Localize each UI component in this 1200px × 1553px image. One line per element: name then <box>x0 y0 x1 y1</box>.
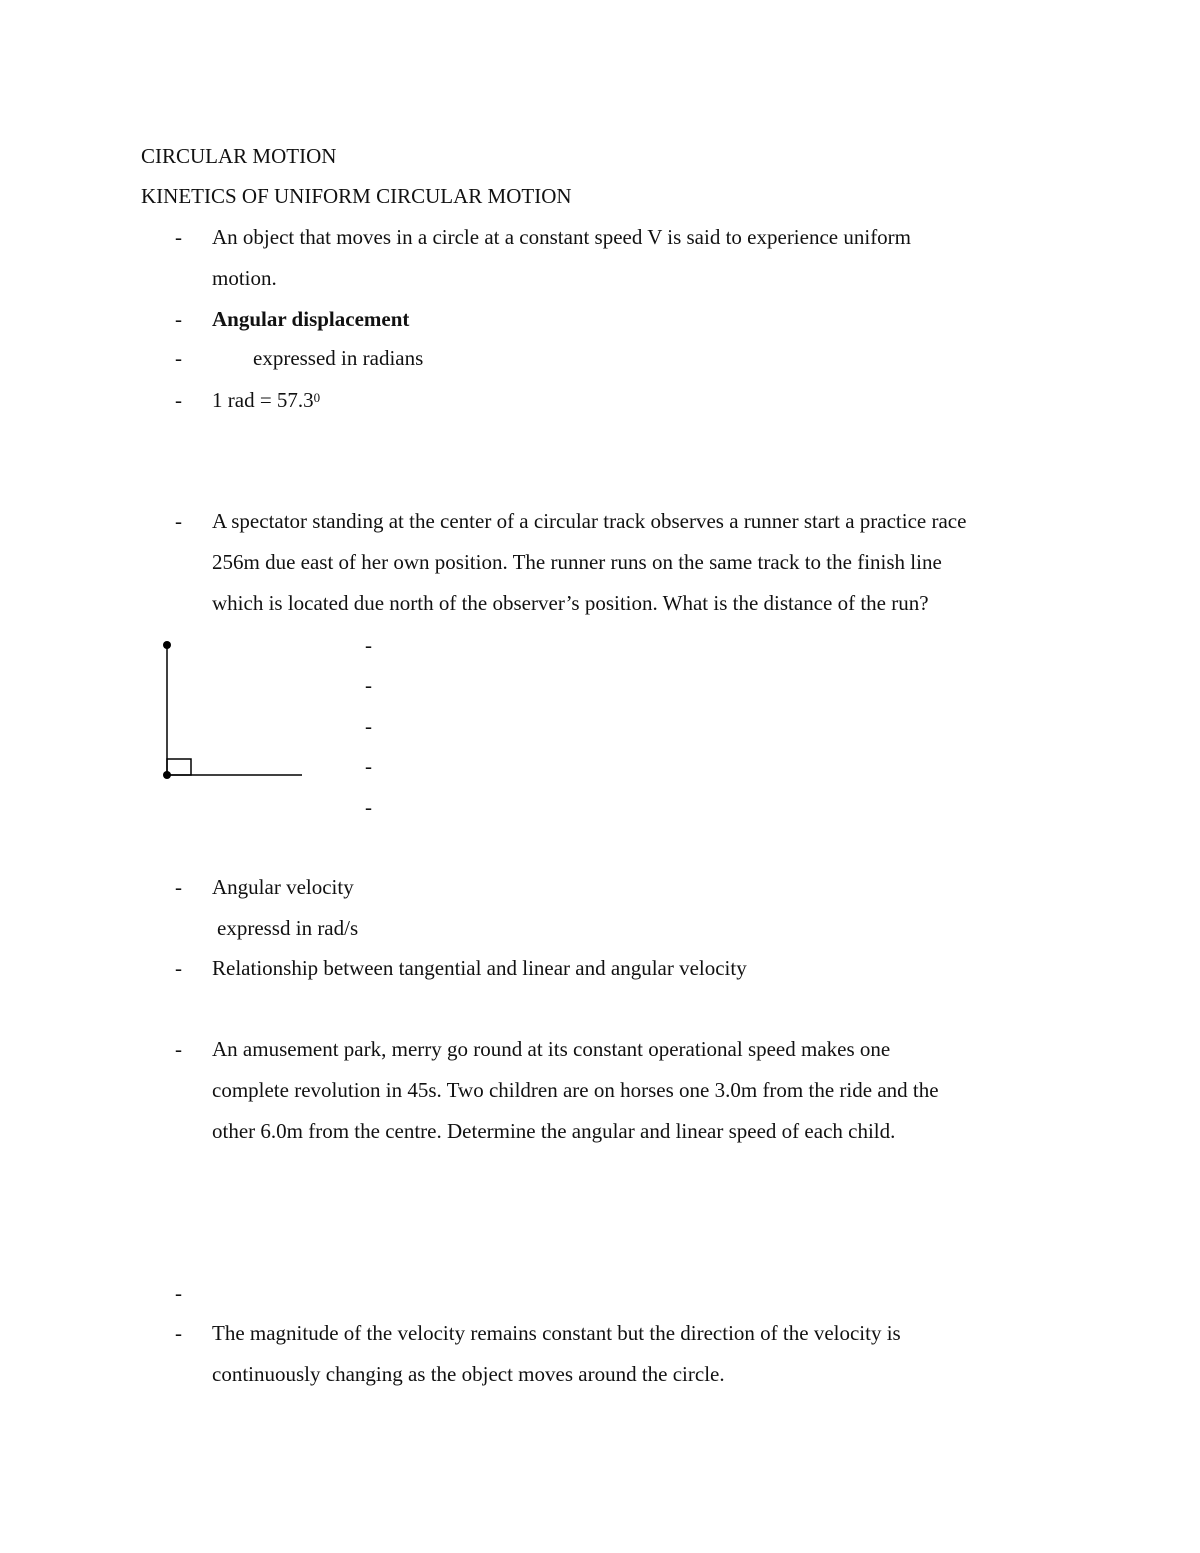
right-angle-marker <box>167 759 191 775</box>
bullet-dash: - <box>175 1321 182 1345</box>
intro-line-1: An object that moves in a circle at a constant speed V is said to experience uniform <box>212 225 912 249</box>
bullet-dash: - <box>175 307 182 331</box>
angular-velocity-heading: Angular velocity <box>212 875 354 899</box>
intro-line-2: motion. <box>212 266 277 290</box>
degree-superscript: 0 <box>313 390 321 405</box>
bullet-dash: - <box>175 388 182 412</box>
bullet-dash: - <box>175 509 182 533</box>
center-point <box>163 771 171 779</box>
spectator-line-2: 256m due east of her own position. The runner runs on the same track to the finish line <box>212 550 942 574</box>
bullet-dash: - <box>175 346 182 370</box>
merry-go-round-line-3: other 6.0m from the centre. Determine the angular and linear speed of each child. <box>212 1119 896 1143</box>
radians-note: expressed in radians <box>253 346 424 370</box>
bullet-dash: - <box>175 875 182 899</box>
bullet-dash: - <box>365 673 372 697</box>
spectator-line-1: A spectator standing at the center of a circular track observes a runner start a practice race <box>212 509 967 533</box>
finish-point <box>163 641 171 649</box>
velocity-note-line-2: continuously changing as the object moves around the circle. <box>212 1362 725 1386</box>
bullet-dash: - <box>365 633 372 657</box>
bullet-dash: - <box>365 795 372 819</box>
velocity-note-line-1: The magnitude of the velocity remains constant but the direction of the velocity is <box>212 1321 901 1345</box>
right-angle-diagram <box>155 635 315 785</box>
relationship-line: Relationship between tangential and linear and angular velocity <box>212 956 747 980</box>
bullet-dash: - <box>365 714 372 738</box>
angular-velocity-unit: expressd in rad/s <box>217 916 359 940</box>
angular-displacement-heading: Angular displacement <box>212 307 410 331</box>
bullet-dash: - <box>175 1281 182 1305</box>
bullet-dash: - <box>175 1037 182 1061</box>
bullet-dash: - <box>175 225 182 249</box>
spectator-line-3: which is located due north of the observer’s position. What is the distance of the run? <box>212 591 929 615</box>
bullet-dash: - <box>365 754 372 778</box>
section-title: KINETICS OF UNIFORM CIRCULAR MOTION <box>141 184 572 208</box>
radian-conversion-base: 1 rad = 57.3 <box>212 388 314 412</box>
merry-go-round-line-1: An amusement park, merry go round at its constant operational speed makes one <box>212 1037 891 1061</box>
radian-conversion <box>212 387 320 413</box>
bullet-dash: - <box>175 956 182 980</box>
page-title: CIRCULAR MOTION <box>141 144 337 168</box>
merry-go-round-line-2: complete revolution in 45s. Two children are on horses one 3.0m from the ride and the <box>212 1078 939 1102</box>
